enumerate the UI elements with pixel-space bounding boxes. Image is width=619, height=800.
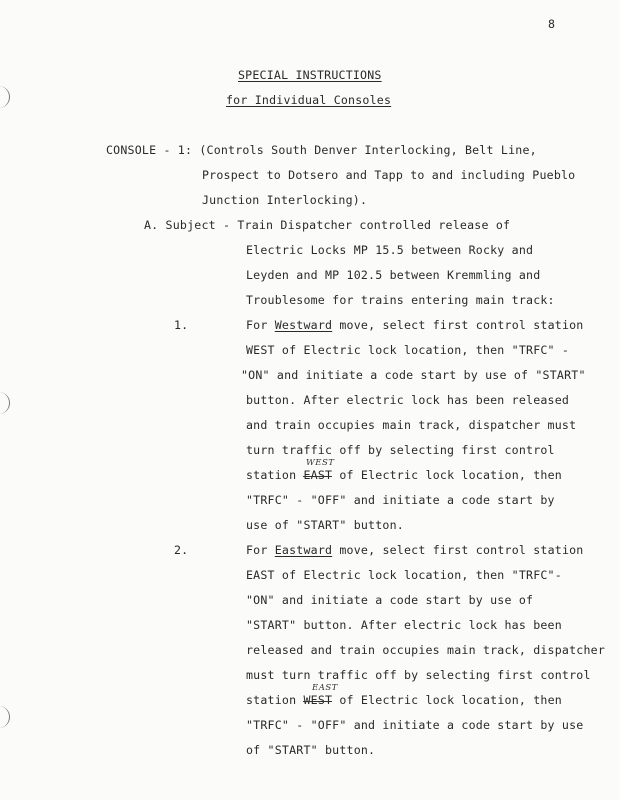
page-number: 8 — [548, 17, 556, 31]
heading-subtitle: for Individual Consoles — [226, 93, 392, 107]
item-2-line-end: move, select first control station — [332, 543, 584, 557]
item-1-line: and train occupies main track, dispatcher must — [246, 418, 577, 432]
item-2-line: "START" button. After electric lock has been — [246, 618, 562, 632]
item-1-line — [246, 318, 584, 332]
struck-word: EAST — [303, 468, 333, 482]
item-2-number: 2. — [174, 543, 189, 557]
struck-word: WEST — [303, 693, 333, 707]
item-1-line — [246, 468, 562, 482]
item-1-line: turn traffic off by selecting first control — [246, 443, 555, 457]
station-word: station — [246, 693, 304, 707]
item-1-direction: Westward — [274, 318, 333, 332]
item-2-line: "ON" and initiate a code start by use of — [246, 593, 534, 607]
item-2-line: EAST of Electric lock location, then "TRFC"- — [246, 568, 562, 582]
item-2-line: released and train occupies main track, dispatcher — [246, 643, 606, 657]
item-2-line — [246, 693, 562, 707]
punch-hole-top — [0, 86, 10, 108]
item-1-line: "ON" and initiate a code start by use of "START" — [241, 368, 586, 382]
item-2-line: of "START" button. — [246, 743, 376, 757]
item-1-line: use of "START" button. — [246, 518, 404, 532]
section-a-line: Electric Locks MP 15.5 between Rocky and — [246, 243, 534, 257]
item-2-line-end: of Electric lock location, then — [332, 693, 562, 707]
item-1-number: 1. — [174, 318, 189, 332]
item-2-line-start: For — [246, 543, 275, 557]
section-a-line: Leyden and MP 102.5 between Kremmling and — [246, 268, 541, 282]
item-2-line: must turn traffic off by selecting first control — [246, 668, 591, 682]
heading-title: SPECIAL INSTRUCTIONS — [238, 68, 382, 82]
handwritten-correction: WEST — [306, 458, 335, 468]
console-line: Prospect to Dotsero and Tapp to and including Pueblo — [202, 168, 576, 182]
console-line: Junction Interlocking). — [202, 193, 368, 207]
section-a-line: Troublesome for trains entering main track: — [246, 293, 555, 307]
item-2-direction: Eastward — [274, 543, 333, 557]
handwritten-correction: EAST — [312, 683, 338, 693]
console-line: CONSOLE - 1: (Controls South Denver Interlocking, Belt Line, — [106, 143, 537, 157]
item-1-line-start: For — [246, 318, 275, 332]
item-1-line-end: of Electric lock location, then — [332, 468, 562, 482]
item-2-line: "TRFC" - "OFF" and initiate a code start by use — [246, 718, 584, 732]
item-1-line: WEST of Electric lock location, then "TRFC" - — [246, 343, 570, 357]
section-a-line: A. Subject - Train Dispatcher controlled release of — [144, 218, 511, 232]
station-word: station — [246, 468, 304, 482]
punch-hole-bottom — [0, 706, 10, 728]
item-2-line — [246, 543, 584, 557]
item-1-line: "TRFC" - "OFF" and initiate a code start by — [246, 493, 555, 507]
item-1-line: button. After electric lock has been released — [246, 393, 570, 407]
item-1-line-end: move, select first control station — [332, 318, 584, 332]
punch-hole-middle — [0, 392, 10, 414]
